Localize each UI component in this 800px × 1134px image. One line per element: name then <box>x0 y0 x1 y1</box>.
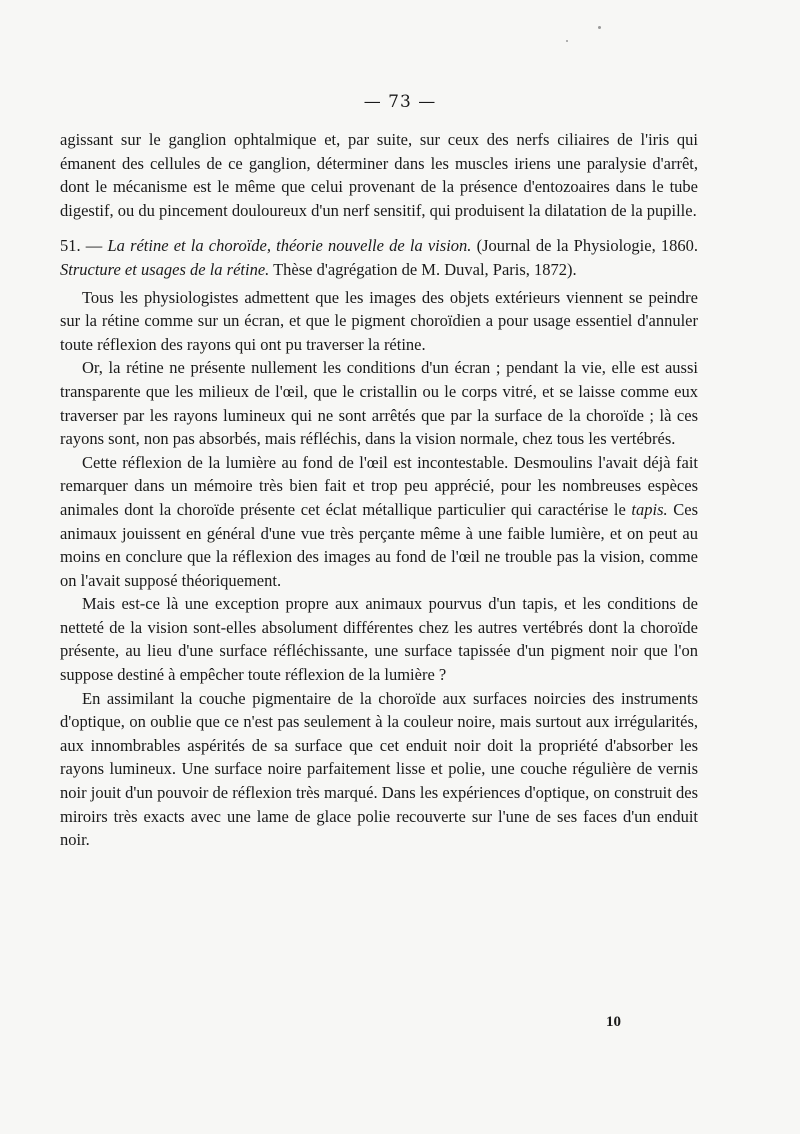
reference-entry <box>60 234 698 281</box>
reference-dash: — <box>80 236 108 256</box>
paragraph: Or, la rétine ne présente nullement les conditions d'un écran ; pendant la vie, elle est aussi transparente que les milieux de l'œil, que le cristallin ou le corps vitré, et se laisse comme eux traverser par les rayons lumineux qui ne sont arrêtés que par la surface de la choroïde ; là ces rayons sont, non pas absorbés, mais réfléchis, dans la vision normale, chez tous les vertébrés. <box>60 358 698 449</box>
paragraph <box>60 451 698 593</box>
paper-speck <box>598 26 601 29</box>
paragraph-continuation: agissant sur le ganglion ophtalmique et, par suite, sur ceux des nerfs ciliaires de l'iris qui émanent des cellules de ce ganglion, déterminer dans les muscles iriens une paralysie d'arrêt, dont le mécanisme est le même que celui provenant de la présence d'entozoaires dans le tube digestif, ou du pincement douloureux d'un nerf sensitif, qui produisent la dilatation de la pupille. <box>60 130 698 220</box>
paragraph: Mais est-ce là une exception propre aux animaux pourvus d'un tapis, et les conditions de netteté de la vision sont-elles absolument différentes chez les autres vertébrés dont la choroïde présente, au lieu d'une surface réfléchissante, une surface tapissée d'un pigment noir que l'on suppose destiné à empêcher toute réflexion de la lumière ? <box>60 594 698 685</box>
signature-mark: 10 <box>606 1014 621 1030</box>
paragraph-text: Ces animaux jouissent en général d'une vue très perçante même à une faible lumière, et on peut au moins en conclure que la réflexion des images au fond de l'œil ne trouble pas la vision, comme on l'avait supposé théoriquement. <box>60 499 698 590</box>
page-number: — 73 — <box>363 92 437 112</box>
reference-title: La rétine et la choroïde, théorie nouvelle de la vision. <box>107 236 472 256</box>
reference-number: 51. <box>60 236 81 256</box>
paragraph: En assimilant la couche pigmentaire de la choroïde aux surfaces noircies des instruments d'optique, on oublie que ce n'est pas seulement à la couleur noire, mais surtout aux irrégularités, aux innombrables aspérités de sa surface que cet enduit noir doit la propriété d'absorber les rayons lumineux. Une surface noire parfaitement lisse et polie, une couche régulière de vernis noir jouit d'un pouvoir de réflexion très marqué. Dans les expériences d'optique, on construit des miroirs très exacts avec une lame de glace polie recouverte sur l'une de ses faces d'un enduit noir. <box>60 688 698 850</box>
paper-speck <box>566 40 568 42</box>
paragraph-italic: tapis. <box>631 499 668 519</box>
reference-structure-title: Structure et usages de la rétine. <box>60 259 270 279</box>
page-body <box>60 128 698 852</box>
reference-journal: (Journal de la Physiologie, 1860. <box>471 236 698 256</box>
paragraph: Tous les physiologistes admettent que les images des objets extérieurs viennent se peindre sur la rétine comme sur un écran, et que le pigment choroïdien a pour usage essentiel d'annuler toute réflexion des rayons qui ont pu traverser la rétine. <box>60 287 698 354</box>
paragraph-text: Cette réflexion de la lumière au fond de l'œil est incontestable. Desmoulins l'avait déjà fait remarquer dans un mémoire très bien fait et trop peu apprécié, pour les nombreuses espèces animales dont la choroïde présente cet éclat métallique particulier qui caractérise le <box>60 452 698 519</box>
reference-thesis: Thèse d'agrégation de M. Duval, Paris, 1872). <box>269 259 577 279</box>
